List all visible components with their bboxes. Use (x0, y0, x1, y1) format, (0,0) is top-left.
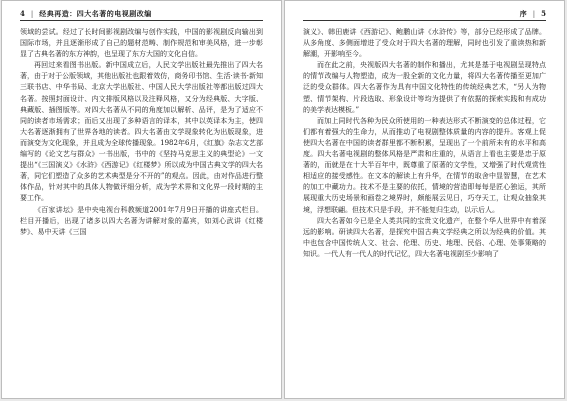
paragraph: 而在此之前，央视版四大名著的制作和播出，尤其是基于电视剧呈现特点的情节改编与人物塑造，成为一股全新的文化力量，将四大名著传播至更加广泛的受众群体。四大名著作为具有中国文化特性的传统经典艺术，“另人为物塑、情节架构、片段选取、形象设计等均为提供了有依据的探索实践和有成功的美学表达模板。” (303, 61, 546, 114)
right-page (284, 0, 565, 399)
book-title: 经典再造：四大名著的电视剧改编 (39, 9, 152, 18)
paragraph: 而加上同时代各种为民众所使用的一种表达形式不断演变的总体过程，它们都有着强大的生命力，从而推动了电视剧整体质量的内容的提升。客观上促使四大名著在中国的读者群里都不断积累，呈现出了一个前所未有的水平和高度。四大名著电视剧的整体风格是严肃和庄重的，从语言上看也主要是忠于原著的，而就是在十大半百年中，既尊重了原著的文学性，又增强了时代观赏性相适应的接受感性。在文本的解读上有升华，在情节的取舍中显智慧，在艺术的加工中藏功力。技术不是主要的依托，情境的营造即每每是匠心独运，其所展现重大历史场景和画卷之境界时，颇能展云见日，巧夺天工，让观众抽象其境，浮想联翩。但技术只是手段，并不能复归生动，以示后人。 (303, 116, 546, 214)
page-body (20, 27, 263, 392)
chapter-label: 序 (519, 9, 527, 18)
page-number: 4 (20, 9, 25, 18)
paragraph: 演义》、韩田鹿讲《西游记》、鲍鹏山讲《水浒传》等，部分已经形成了品牌。从多角度、多侧面增进了受众对于四大名著的理解，同时也引发了重读热和新解潮，开影响至今。 (303, 28, 546, 59)
paragraph: 四大名著如今已是全人类共同的宝贵文化遗产，在整个华人世界中有着深远的影响。研读四大名著，是探究中国古典文学经典之所以为经典的价值。其中也包含中国传统人文、社会、伦理、历史、地理、民俗、心理、处事策略的知识。一代人有一代人的时代记忆，四大名著电视剧至少影响了 (303, 216, 546, 258)
header-separator: | (30, 10, 34, 18)
running-header (303, 8, 546, 21)
page-number: 5 (541, 9, 546, 18)
paragraph: 领域的尝试。经过了长时间影视剧改编与创作实践，中国的影视剧反向输出到国际市场，并且逐渐形成了自己的题材范畴、制作规范和审美风格，进一步彰显了古典名著的东方神韵，也呈现了东方大国的文化自信。 (20, 28, 263, 59)
paragraph: 《百家讲坛》是中央电视台科教频道2001年7月9日开播的讲座式栏目。栏目开播后，出现了诸多以四大名著为讲解对象的嘉宾，如刘心武讲《红楼梦》、易中天讲《三国 (20, 205, 263, 236)
running-header (20, 8, 263, 21)
header-separator: | (532, 10, 536, 18)
paragraph: 再回过来看图书出版。新中国成立后，人民文学出版社最先推出了四大名著，由于对于公版领域，其他出版社也跟着效仿，商务印书馆、生活·读书·新知三联书店、中华书局、北京大学出版社、中国人民大学出版社等都出版过四大名著。按照封面设计、内文排版风格以及注释风格，又分为经典版、大字版、典藏版、插图版等。对四大名著从不同的角度加以解析、品评，是为了适应不同的读者市场需求；而后又出现了多种语言的译本，其中以英译本为主，使四大名著逐渐拥有了世界各地的读者。四大名著由文学现象转化为出版现象，进而演变为文化现象，并且成为全球传播现象。1982年6月，《红旗》杂志文艺部编写的《论文艺与群众》一书出版，书中的《坚持马克思主义的典型论》一文提出“《三国演义》《水浒》《西游记》《红楼梦》所以成为中国古典文学的四大名著，同它们塑造了众多的艺术典型是分不开的”的观点。因此，由对作品进行整体作品，针对其中的具体人物做评细分析，成为学术界和文化界一段时期的主要工作。 (20, 61, 263, 203)
left-page (1, 0, 282, 399)
page-body (303, 27, 546, 392)
